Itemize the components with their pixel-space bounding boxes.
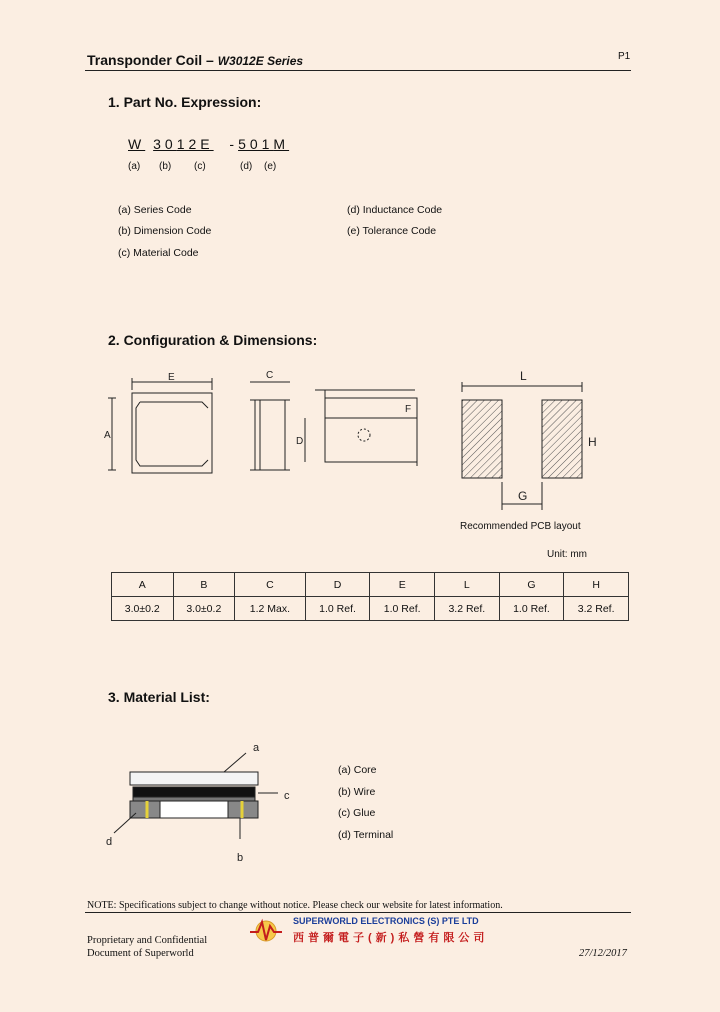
label-d: D [296, 436, 304, 447]
table-header-cell: D [305, 573, 370, 597]
part-number [128, 136, 289, 152]
table-cell: 3.0±0.2 [112, 597, 174, 621]
section1-heading: 1. Part No. Expression: [108, 94, 262, 110]
table-header-cell: L [435, 573, 500, 597]
table-cell: 1.0 Ref. [370, 597, 435, 621]
table-header-cell: B [173, 573, 235, 597]
table-header-cell: H [564, 573, 629, 597]
company-name: SUPERWORLD ELECTRONICS (S) PTE LTD [293, 916, 479, 926]
table-row [112, 597, 629, 621]
label-a: A [104, 430, 111, 441]
pcb-pad-left [462, 400, 502, 478]
part-dimension: 30 [153, 136, 177, 152]
top-view-inner [136, 402, 208, 466]
document-date: 27/12/2017 [579, 948, 627, 959]
footer-note: NOTE: Specifications subject to change without notice. Please check our website for latest information. [87, 900, 503, 911]
code-series: (a) Series Code [118, 204, 192, 216]
table-header-cell: G [499, 573, 564, 597]
material-core: (a) Core [338, 764, 377, 776]
proprietary-text: Proprietary and Confidential [87, 935, 208, 946]
material-terminal: (d) Terminal [338, 829, 394, 841]
table-header-cell: C [235, 573, 306, 597]
pcb-pad-right [542, 400, 582, 478]
table-header-cell: E [370, 573, 435, 597]
callout-d: d [106, 836, 113, 848]
label-e: E [168, 372, 175, 383]
material-cross-section [100, 735, 300, 865]
part-letter-e: (e) [264, 161, 277, 172]
series-name: W3012E Series [217, 54, 304, 68]
code-tolerance: (e) Tolerance Code [347, 225, 437, 237]
header-divider [85, 70, 631, 71]
glue-layer [133, 797, 255, 801]
part-letter-c: (c) [194, 161, 206, 172]
footer-divider [85, 912, 631, 913]
table-cell: 3.2 Ref. [564, 597, 629, 621]
dimension-drawing [100, 360, 600, 520]
core-top-plate [130, 772, 258, 785]
callout-d-line [114, 813, 136, 833]
company-logo [248, 916, 284, 946]
table-cell: 1.0 Ref. [499, 597, 564, 621]
label-h: H [588, 435, 597, 449]
label-g: G [518, 489, 528, 503]
unit-label: Unit: mm [547, 549, 587, 560]
callout-a: a [253, 742, 260, 754]
company-name-chinese: 西普爾電子(新)私營有限公司 [293, 932, 489, 944]
callout-c: c [284, 790, 290, 802]
table-cell: 1.2 Max. [235, 597, 306, 621]
table-header-cell: A [112, 573, 174, 597]
label-l: L [520, 369, 527, 383]
material-glue: (c) Glue [338, 807, 376, 819]
part-series: W [128, 136, 146, 152]
front-view-body [325, 398, 417, 462]
page-number: P1 [618, 51, 631, 62]
part-material: 12E [176, 136, 214, 152]
pcb-layout-caption: Recommended PCB layout [460, 521, 581, 532]
code-material: (c) Material Code [118, 247, 199, 259]
part-dash: - [229, 136, 239, 152]
table-cell: 1.0 Ref. [305, 597, 370, 621]
section3-heading: 3. Material List: [108, 689, 210, 705]
part-letter-a: (a) [128, 161, 141, 172]
code-inductance: (d) Inductance Code [347, 204, 443, 216]
table-cell: 3.2 Ref. [435, 597, 500, 621]
core-bottom [160, 801, 228, 818]
part-letter-d: (d) [240, 161, 253, 172]
title-text: Transponder Coil – [87, 52, 218, 68]
front-view-marking [358, 429, 370, 441]
callout-b: b [237, 852, 244, 864]
label-c: C [266, 370, 274, 381]
document-title [87, 52, 303, 68]
dimension-table [111, 572, 629, 621]
document-owner: Document of Superworld [87, 948, 194, 959]
table-header-row [112, 573, 629, 597]
part-letter-b: (b) [159, 161, 172, 172]
code-dimension: (b) Dimension Code [118, 225, 212, 237]
top-view-body [132, 393, 212, 473]
section2-heading: 2. Configuration & Dimensions: [108, 332, 318, 348]
wire-layer [133, 787, 255, 797]
table-cell: 3.0±0.2 [173, 597, 235, 621]
callout-a-line [224, 753, 246, 772]
label-f: F [405, 404, 412, 415]
part-tolerance: M [273, 136, 290, 152]
terminal-left [130, 801, 160, 818]
material-wire: (b) Wire [338, 786, 376, 798]
part-inductance: 501 [238, 136, 274, 152]
